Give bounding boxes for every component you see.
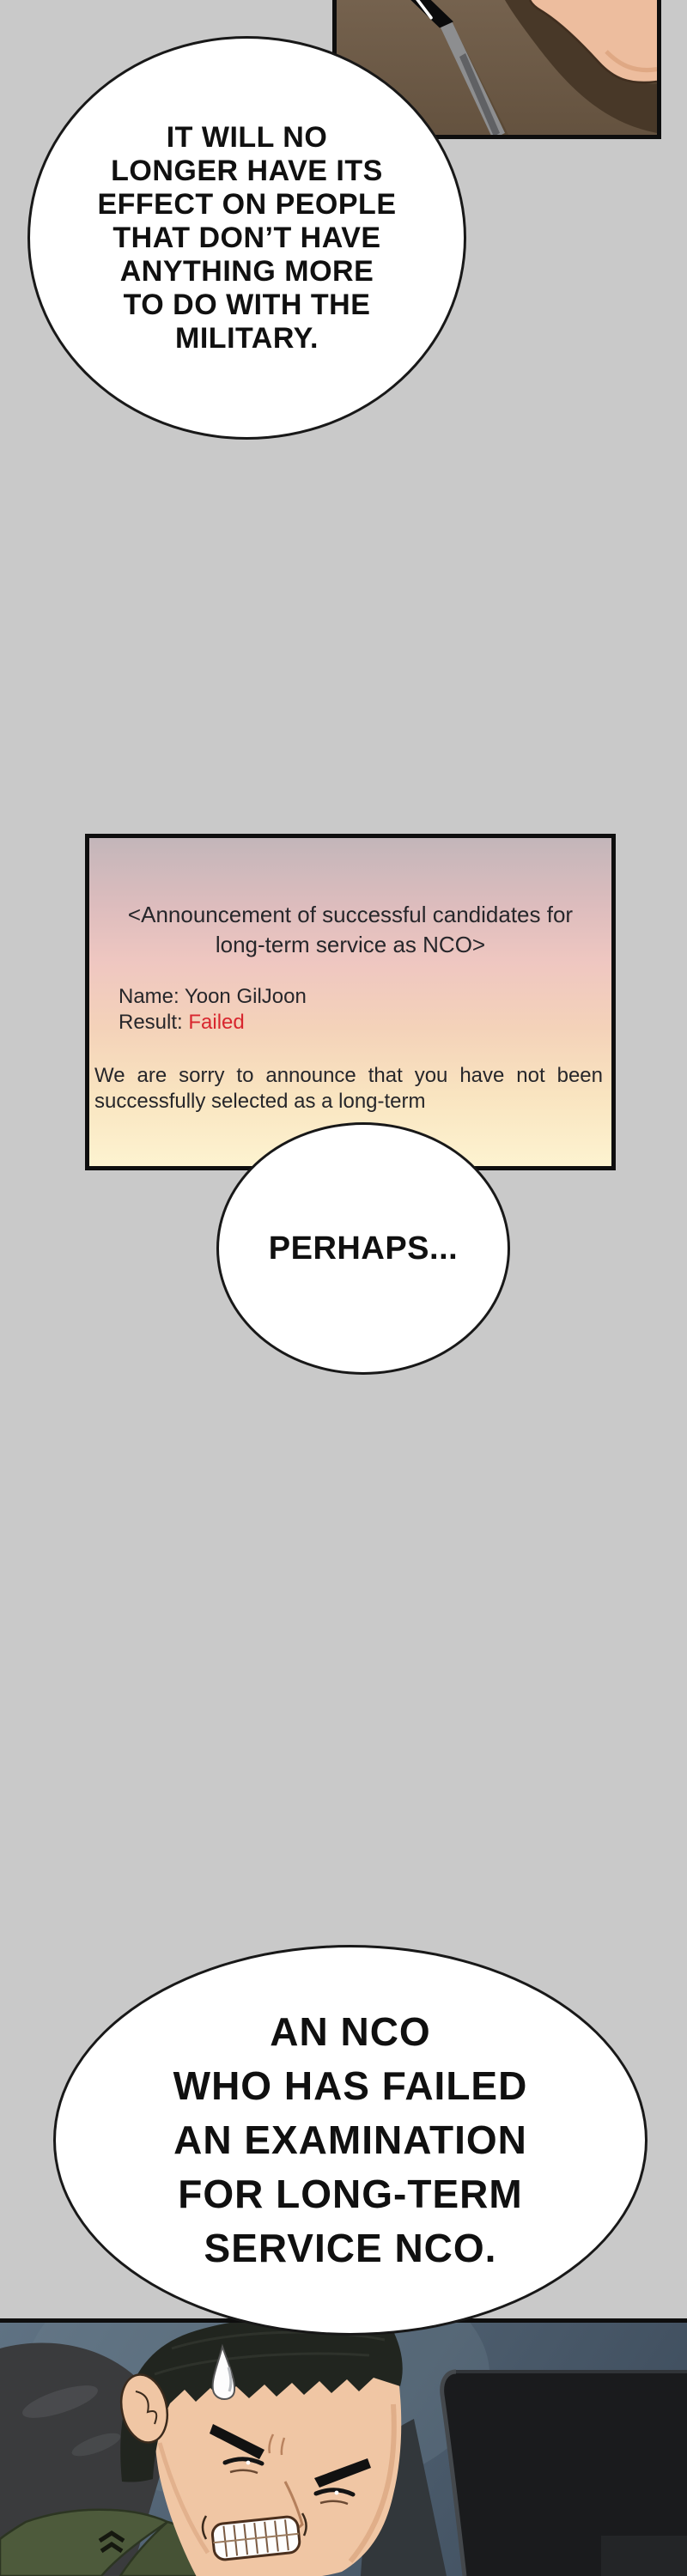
- speech-bubble-perhaps: [216, 1122, 510, 1375]
- bubble-line: FOR LONG-TERM: [178, 2172, 523, 2216]
- announcement-title: [89, 900, 611, 960]
- name-value: Yoon GilJoon: [184, 985, 307, 1008]
- bubble-line: EFFECT ON PEOPLE: [97, 187, 397, 221]
- result-value: Failed: [188, 1011, 245, 1034]
- speech-bubble-military: [27, 36, 466, 440]
- bubble-line: AN NCO: [270, 2009, 431, 2054]
- announcement-title-line1: <Announcement of successful candidates for: [127, 902, 574, 927]
- name-label: Name:: [119, 985, 179, 1008]
- announcement-title-line2: long-term service as NCO>: [215, 932, 486, 957]
- panel-soldier: [0, 2318, 687, 2576]
- bubble-line: PERHAPS...: [268, 1230, 459, 1267]
- bubble-line: ANYTHING MORE: [119, 254, 374, 288]
- bubble-line: THAT DON’T HAVE: [112, 221, 381, 254]
- bubble-line: MILITARY.: [175, 321, 319, 355]
- soldier-illustration: [0, 2323, 687, 2576]
- speech-bubble-nco: [53, 1945, 647, 2336]
- announcement-body: We are sorry to announce that you have not been successfully selected as a long-term: [94, 1064, 603, 1113]
- bubble-line: AN EXAMINATION: [173, 2117, 527, 2162]
- bubble-line: WHO HAS FAILED: [173, 2063, 528, 2108]
- bubble-line: TO DO WITH THE: [123, 288, 371, 321]
- bubble-line: LONGER HAVE ITS: [111, 154, 383, 187]
- soldier-mouth: [211, 2516, 301, 2561]
- bubble-line: IT WILL NO: [166, 120, 328, 154]
- announcement-document: [85, 834, 616, 1170]
- bubble-line: SERVICE NCO.: [204, 2226, 497, 2270]
- announcement-result-row: [119, 1010, 245, 1035]
- computer-monitor: [441, 2372, 687, 2576]
- announcement-name-row: [119, 984, 307, 1009]
- result-label: Result:: [119, 1011, 183, 1034]
